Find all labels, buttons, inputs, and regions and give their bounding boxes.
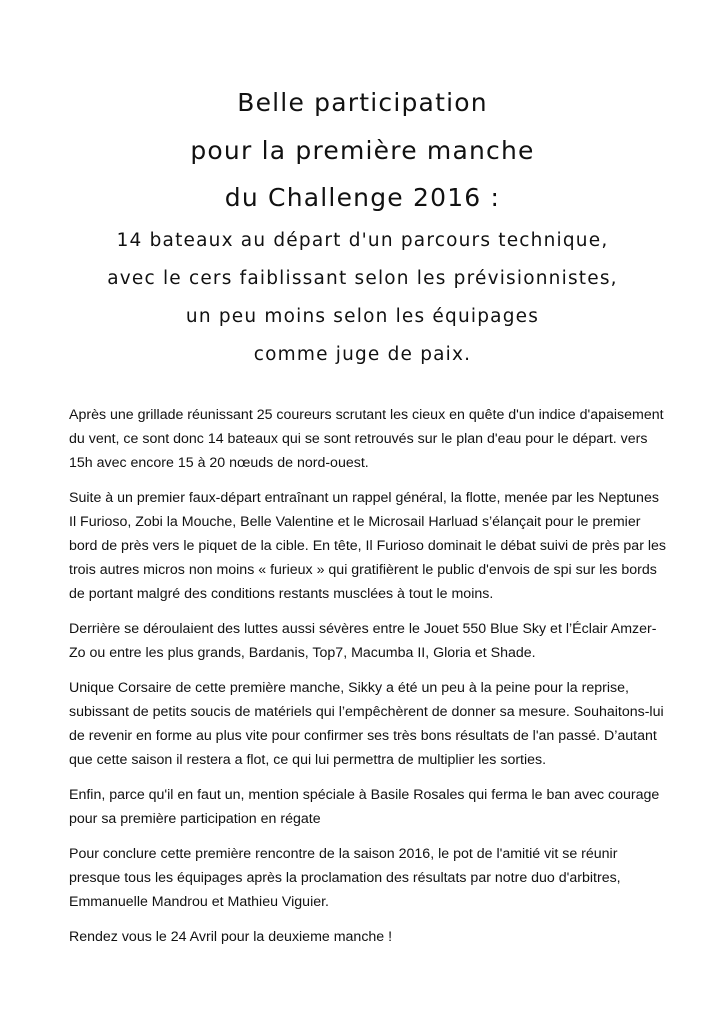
subtitle-line-4: comme juge de paix. — [253, 344, 472, 365]
paragraph-1: Après une grillade réunissant 25 coureurs scrutant les cieux en quête d'un indice d'apaisement du vent, ce sont donc 14 bateaux qui se sont retrouvés sur le plan d'eau pour le départ. vers 15h avec encore 15 à 20 nœuds de nord-ouest. — [69, 407, 664, 471]
article-body — [69, 403, 669, 960]
title-line-2: pour la première manche — [190, 136, 535, 165]
subtitle-line-2: avec le cers faiblissant selon les prévisionnistes, — [107, 268, 618, 289]
title-line-3: du Challenge 2016 : — [224, 183, 501, 212]
subtitle-line-3: un peu moins selon les équipages — [185, 306, 540, 327]
paragraph-7: Rendez vous le 24 Avril pour la deuxieme manche ! — [69, 929, 393, 945]
paragraph-4: Unique Corsaire de cette première manche, Sikky a été un peu à la peine pour la reprise, subissant de petits soucis de matériels qui l’empêchèrent de donner sa mesure. Souhaitons-lui de revenir en forme au plus vite pour confirmer ses très bons résultats de l'an passé. D’autant que cette saison il restera a flot, ce qui lui permettra de multiplier les sorties. — [69, 680, 664, 768]
paragraph-3: Derrière se déroulaient des luttes aussi sévères entre le Jouet 550 Blue Sky et l’Éclair Amzer-Zo ou entre les plus grands, Bardanis, Top7, Macumba II, Gloria et Shade. — [69, 621, 657, 661]
title-line-1: Belle participation — [237, 88, 488, 117]
subtitle-line-1: 14 bateaux au départ d'un parcours technique, — [116, 230, 609, 251]
paragraph-2: Suite à un premier faux-départ entraînant un rappel général, la flotte, menée par les Neptunes Il Furioso, Zobi la Mouche, Belle Valentine et le Microsail Harluad s’élançait pour le premier bord de près vers le piquet de la cible. En tête, Il Furioso dominait le débat suivi de près par les trois autres micros non moins « furieux » qui gratifièrent le public d'envois de spi sur les bords de portant malgré des conditions restants musclées à tout le moins. — [69, 490, 666, 602]
paragraph-6: Pour conclure cette première rencontre de la saison 2016, le pot de l'amitié vit se réunir presque tous les équipages après la proclamation des résultats par notre duo d'arbitres, Emmanuelle Mandrou et Mathieu Viguier. — [69, 846, 621, 910]
paragraph-5: Enfin, parce qu'il en faut un, mention spéciale à Basile Rosales qui ferma le ban avec courage pour sa première participation en régate — [69, 787, 660, 827]
